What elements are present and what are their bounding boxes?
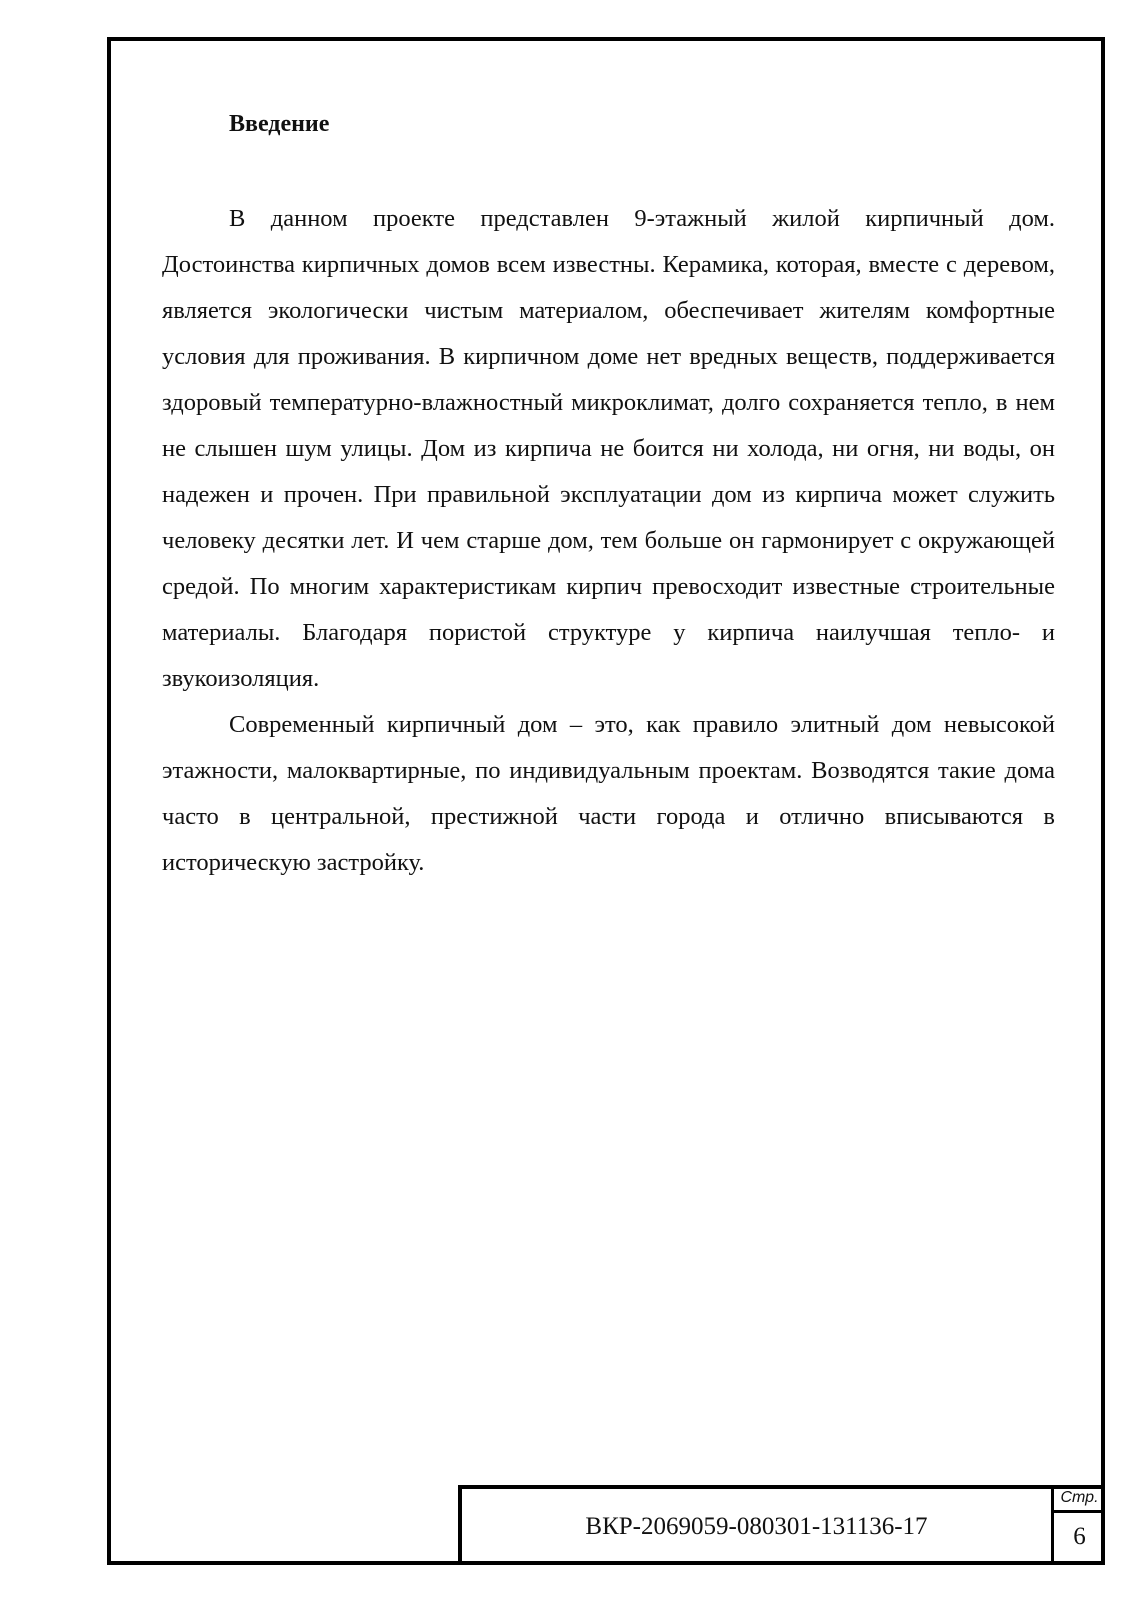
body-text — [162, 196, 1055, 886]
section-heading: Введение — [229, 111, 330, 137]
paragraph-modern-house: Современный кирпичный дом – это, как правило элитный дом невысокой этажности, малоквартирные, по индивидуальным проектам. Возводятся такие дома часто в центральной, престижной части города и отлично вписываются в историческую застройку. — [162, 711, 1055, 876]
page-number: 6 — [1073, 1523, 1086, 1550]
page-label: Стр. — [1054, 1485, 1105, 1513]
document-code: ВКР-2069059-080301-131136-17 — [585, 1513, 928, 1540]
page-cell — [1051, 1485, 1105, 1565]
paragraph-intro: В данном проекте представлен 9-этажный жилой кирпичный дом. Достоинства кирпичных домов всем известны. Керамика, которая, вместе с деревом, является экологически чистым материалом, обеспечивает жителям комфортные условия для проживания. В кирпичном доме нет вредных веществ, поддерживается здоровый температурно-влажностный микроклимат, долго сохраняется тепло, в нем не слышен шум улицы. Дом из кирпича не боится ни холода, ни огня, ни воды, он надежен и прочен. При правильной эксплуатации дом из кирпича может служить человеку десятки лет. И чем старше дом, тем больше он гармонирует с окружающей средой. По многим характеристикам кирпич превосходит известные строительные материалы. Благодаря пористой структуре у кирпича наилучшая тепло- и звукоизоляция. — [162, 205, 1055, 692]
title-block-stamp — [458, 1485, 1105, 1565]
